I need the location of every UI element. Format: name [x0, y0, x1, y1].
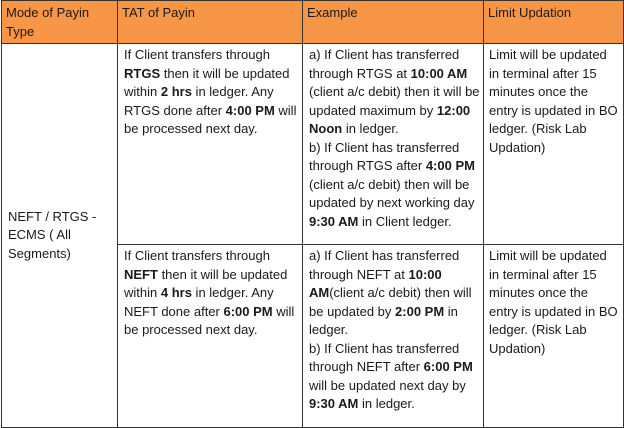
neft-tat-cell: If Client transfers through NEFT then it will be updated within 4 hrs in ledger. Any NEFT done after 6:00 PM will be processed next day. — [118, 245, 303, 428]
header-example: Example — [303, 1, 484, 44]
payin-tat-table — [1, 0, 624, 428]
rtgs-tat-cell: If Client transfers through RTGS then it will be updated within 2 hrs in ledger. Any RTGS done after 4:00 PM will be processed next day. — [118, 44, 303, 245]
header-limit-updation: Limit Updation — [484, 1, 624, 44]
header-mode-of-payin-type: Mode of Payin Type — [2, 1, 118, 44]
header-row — [2, 1, 624, 44]
rtgs-limit-cell: Limit will be updated in terminal after 15 minutes once the entry is updated in BO ledger. (Risk Lab Updation) — [484, 44, 624, 245]
table-row-rtgs — [2, 44, 624, 245]
mode-cell: NEFT / RTGS - ECMS ( All Segments) — [2, 44, 118, 428]
neft-limit-cell: Limit will be updated in terminal after 15 minutes once the entry is updated in BO ledger. (Risk Lab Updation) — [484, 245, 624, 428]
neft-example-cell: a) If Client has transferred through NEFT at 10:00 AM(client a/c debit) then will be updated by 2:00 PM in ledger. b) If Client has transferred through NEFT after 6:00 PM will be updated next day by 9:30 AM in ledger. — [303, 245, 484, 428]
header-tat-of-payin: TAT of Payin — [118, 1, 303, 44]
rtgs-example-cell: a) If Client has transferred through RTGS at 10:00 AM (client a/c debit) then it will be updated maximum by 12:00 Noon in ledger. b) If Client has transferred through RTGS after 4:00 PM (client a/c debit) then will be updated by next working day 9:30 AM in Client ledger. — [303, 44, 484, 245]
